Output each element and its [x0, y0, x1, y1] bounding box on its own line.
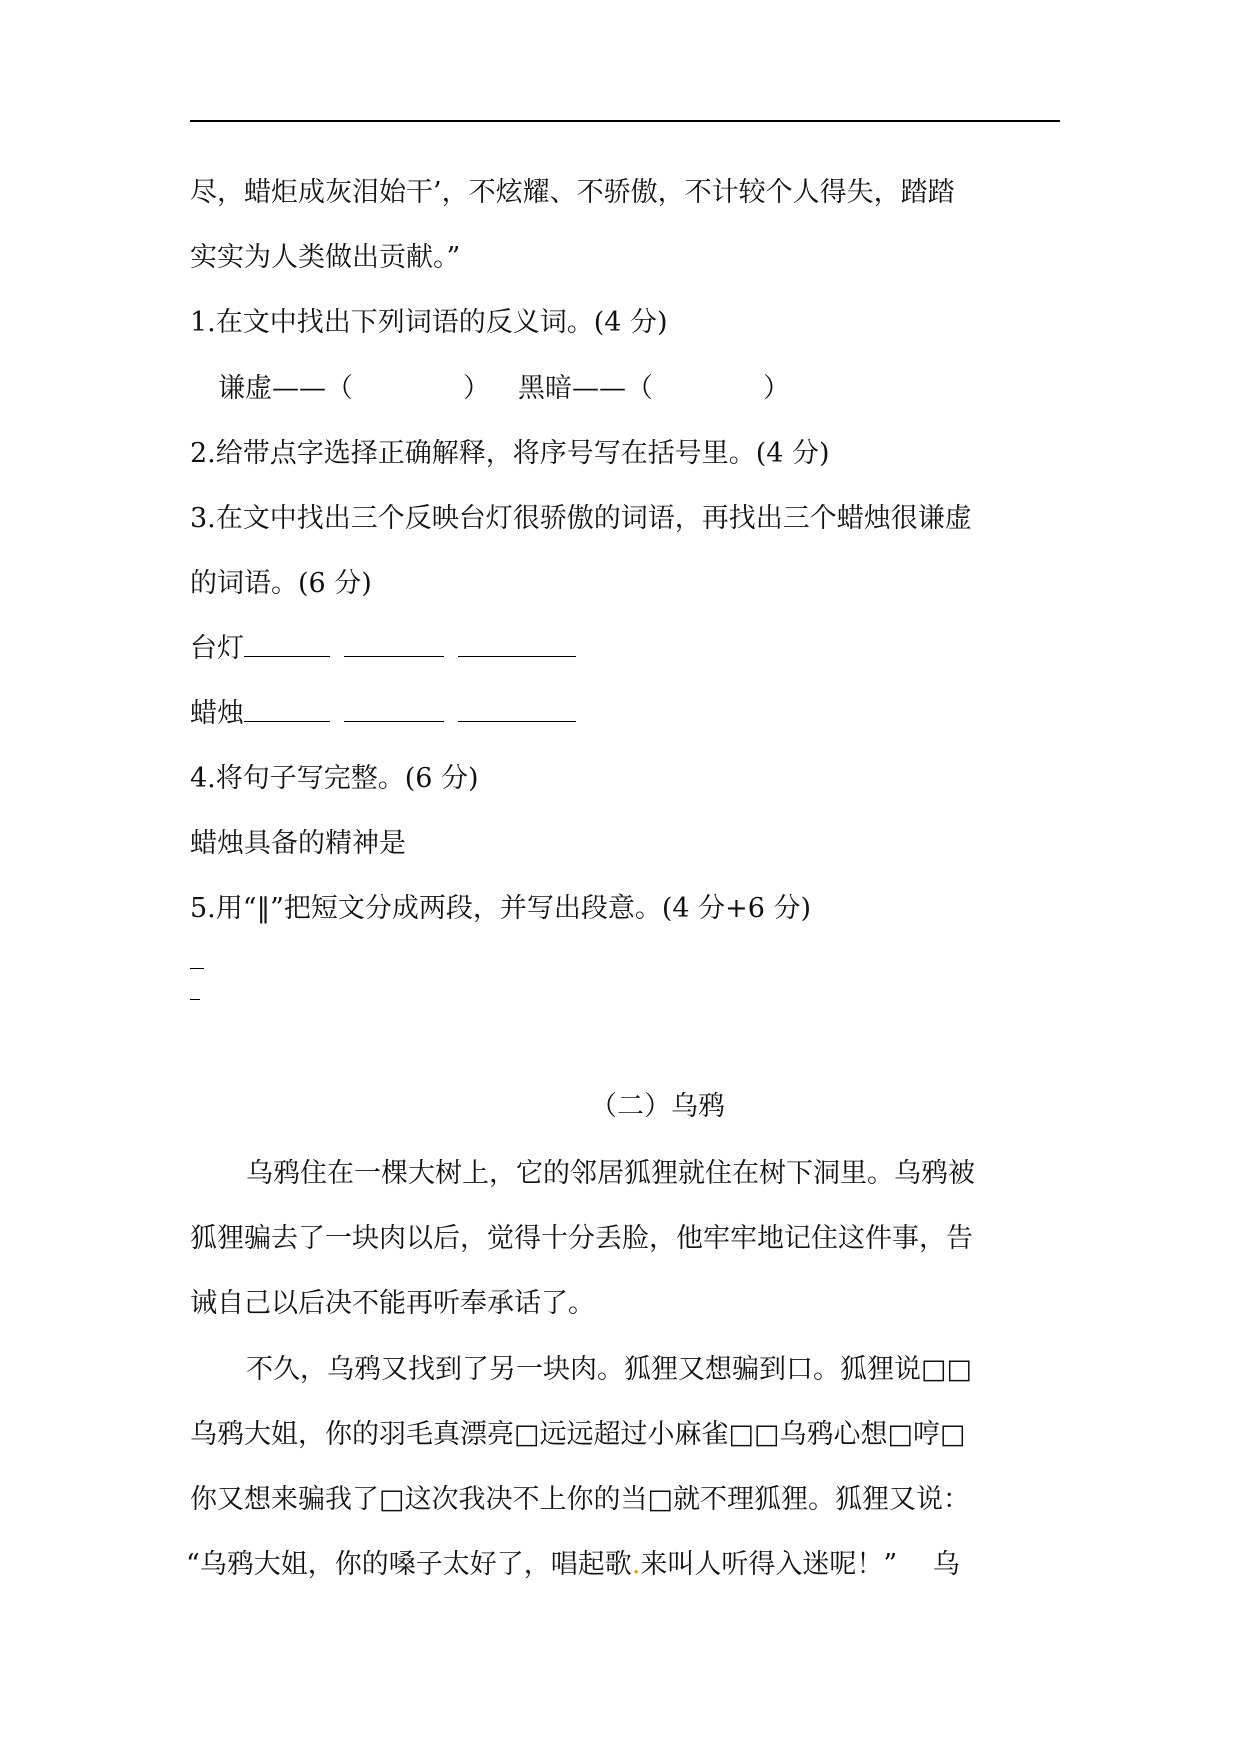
section-title: （二）乌鸦 — [590, 1091, 725, 1122]
story-line: 狐狸骗去了一块肉以后，觉得十分丢脸，他牢牢地记住这件事，告 — [190, 1223, 973, 1254]
antonym-close-1: ） — [463, 373, 490, 404]
story-segment: 来叫人听得入迷呢！” 乌 — [640, 1549, 960, 1580]
passage-line: 尽，蜡炬成灰泪始干’，不炫耀、不骄傲，不计较个人得失，踏踏 — [190, 177, 955, 208]
answer-line-short — [190, 999, 200, 1000]
answer-row-candle — [190, 697, 1070, 731]
question-1: 1.在文中找出下列词语的反义词。(4 分) — [190, 307, 668, 338]
antonym-word-1: 谦虚 — [218, 373, 272, 404]
question-3-line: 的词语。(6 分) — [190, 568, 372, 599]
answer-blank[interactable] — [244, 634, 330, 657]
answer-blank[interactable] — [244, 699, 330, 722]
answer-blank[interactable] — [458, 699, 576, 722]
antonym-dash-1: ——（ — [272, 373, 353, 404]
antonym-dash-2: ——（ — [572, 373, 653, 404]
answer-row-label: 蜡烛 — [190, 698, 244, 729]
story-line: 你又想来骗我了□这次我决不上你的当□就不理狐狸。狐狸又说： — [190, 1484, 971, 1515]
story-line: 诫自己以后决不能再听奉承话了。 — [190, 1288, 595, 1319]
answer-row-label: 台灯 — [190, 633, 244, 664]
question-2: 2.给带点字选择正确解释，将序号写在括号里。(4 分) — [190, 438, 830, 469]
question-3-line: 3.在文中找出三个反映台灯很骄傲的词语，再找出三个蜡烛很谦虚 — [190, 503, 972, 534]
story-line: 乌鸦大姐，你的羽毛真漂亮□远远超过小麻雀□□乌鸦心想□哼□ — [190, 1419, 966, 1450]
answer-blank[interactable] — [458, 634, 576, 657]
question-5: 5.用“‖”把短文分成两段，并写出段意。(4 分+6 分) — [190, 893, 812, 924]
emphasis-dot: . — [631, 1549, 641, 1580]
answer-blank[interactable] — [344, 699, 444, 722]
answer-row-lamp — [190, 632, 1070, 666]
question-4: 4.将句子写完整。(6 分) — [190, 763, 479, 794]
story-segment: “乌鸦大姐，你的嗓子太好了，唱起歌 — [186, 1549, 632, 1580]
story-line — [186, 1548, 1066, 1582]
question-4-prompt: 蜡烛具备的精神是 — [190, 828, 406, 859]
story-line: 不久，乌鸦又找到了另一块肉。狐狸又想骗到口。狐狸说□□ — [246, 1354, 973, 1385]
antonym-close-2: ） — [763, 373, 790, 404]
story-line: 乌鸦住在一棵大树上，它的邻居狐狸就住在树下洞里。乌鸦被 — [246, 1158, 975, 1189]
answer-line-short — [190, 968, 204, 969]
passage-line: 实实为人类做出贡献。” — [190, 242, 461, 273]
antonym-row — [218, 372, 1098, 406]
header-rule — [190, 120, 1060, 122]
answer-blank[interactable] — [344, 634, 444, 657]
antonym-word-2: 黑暗 — [518, 373, 572, 404]
